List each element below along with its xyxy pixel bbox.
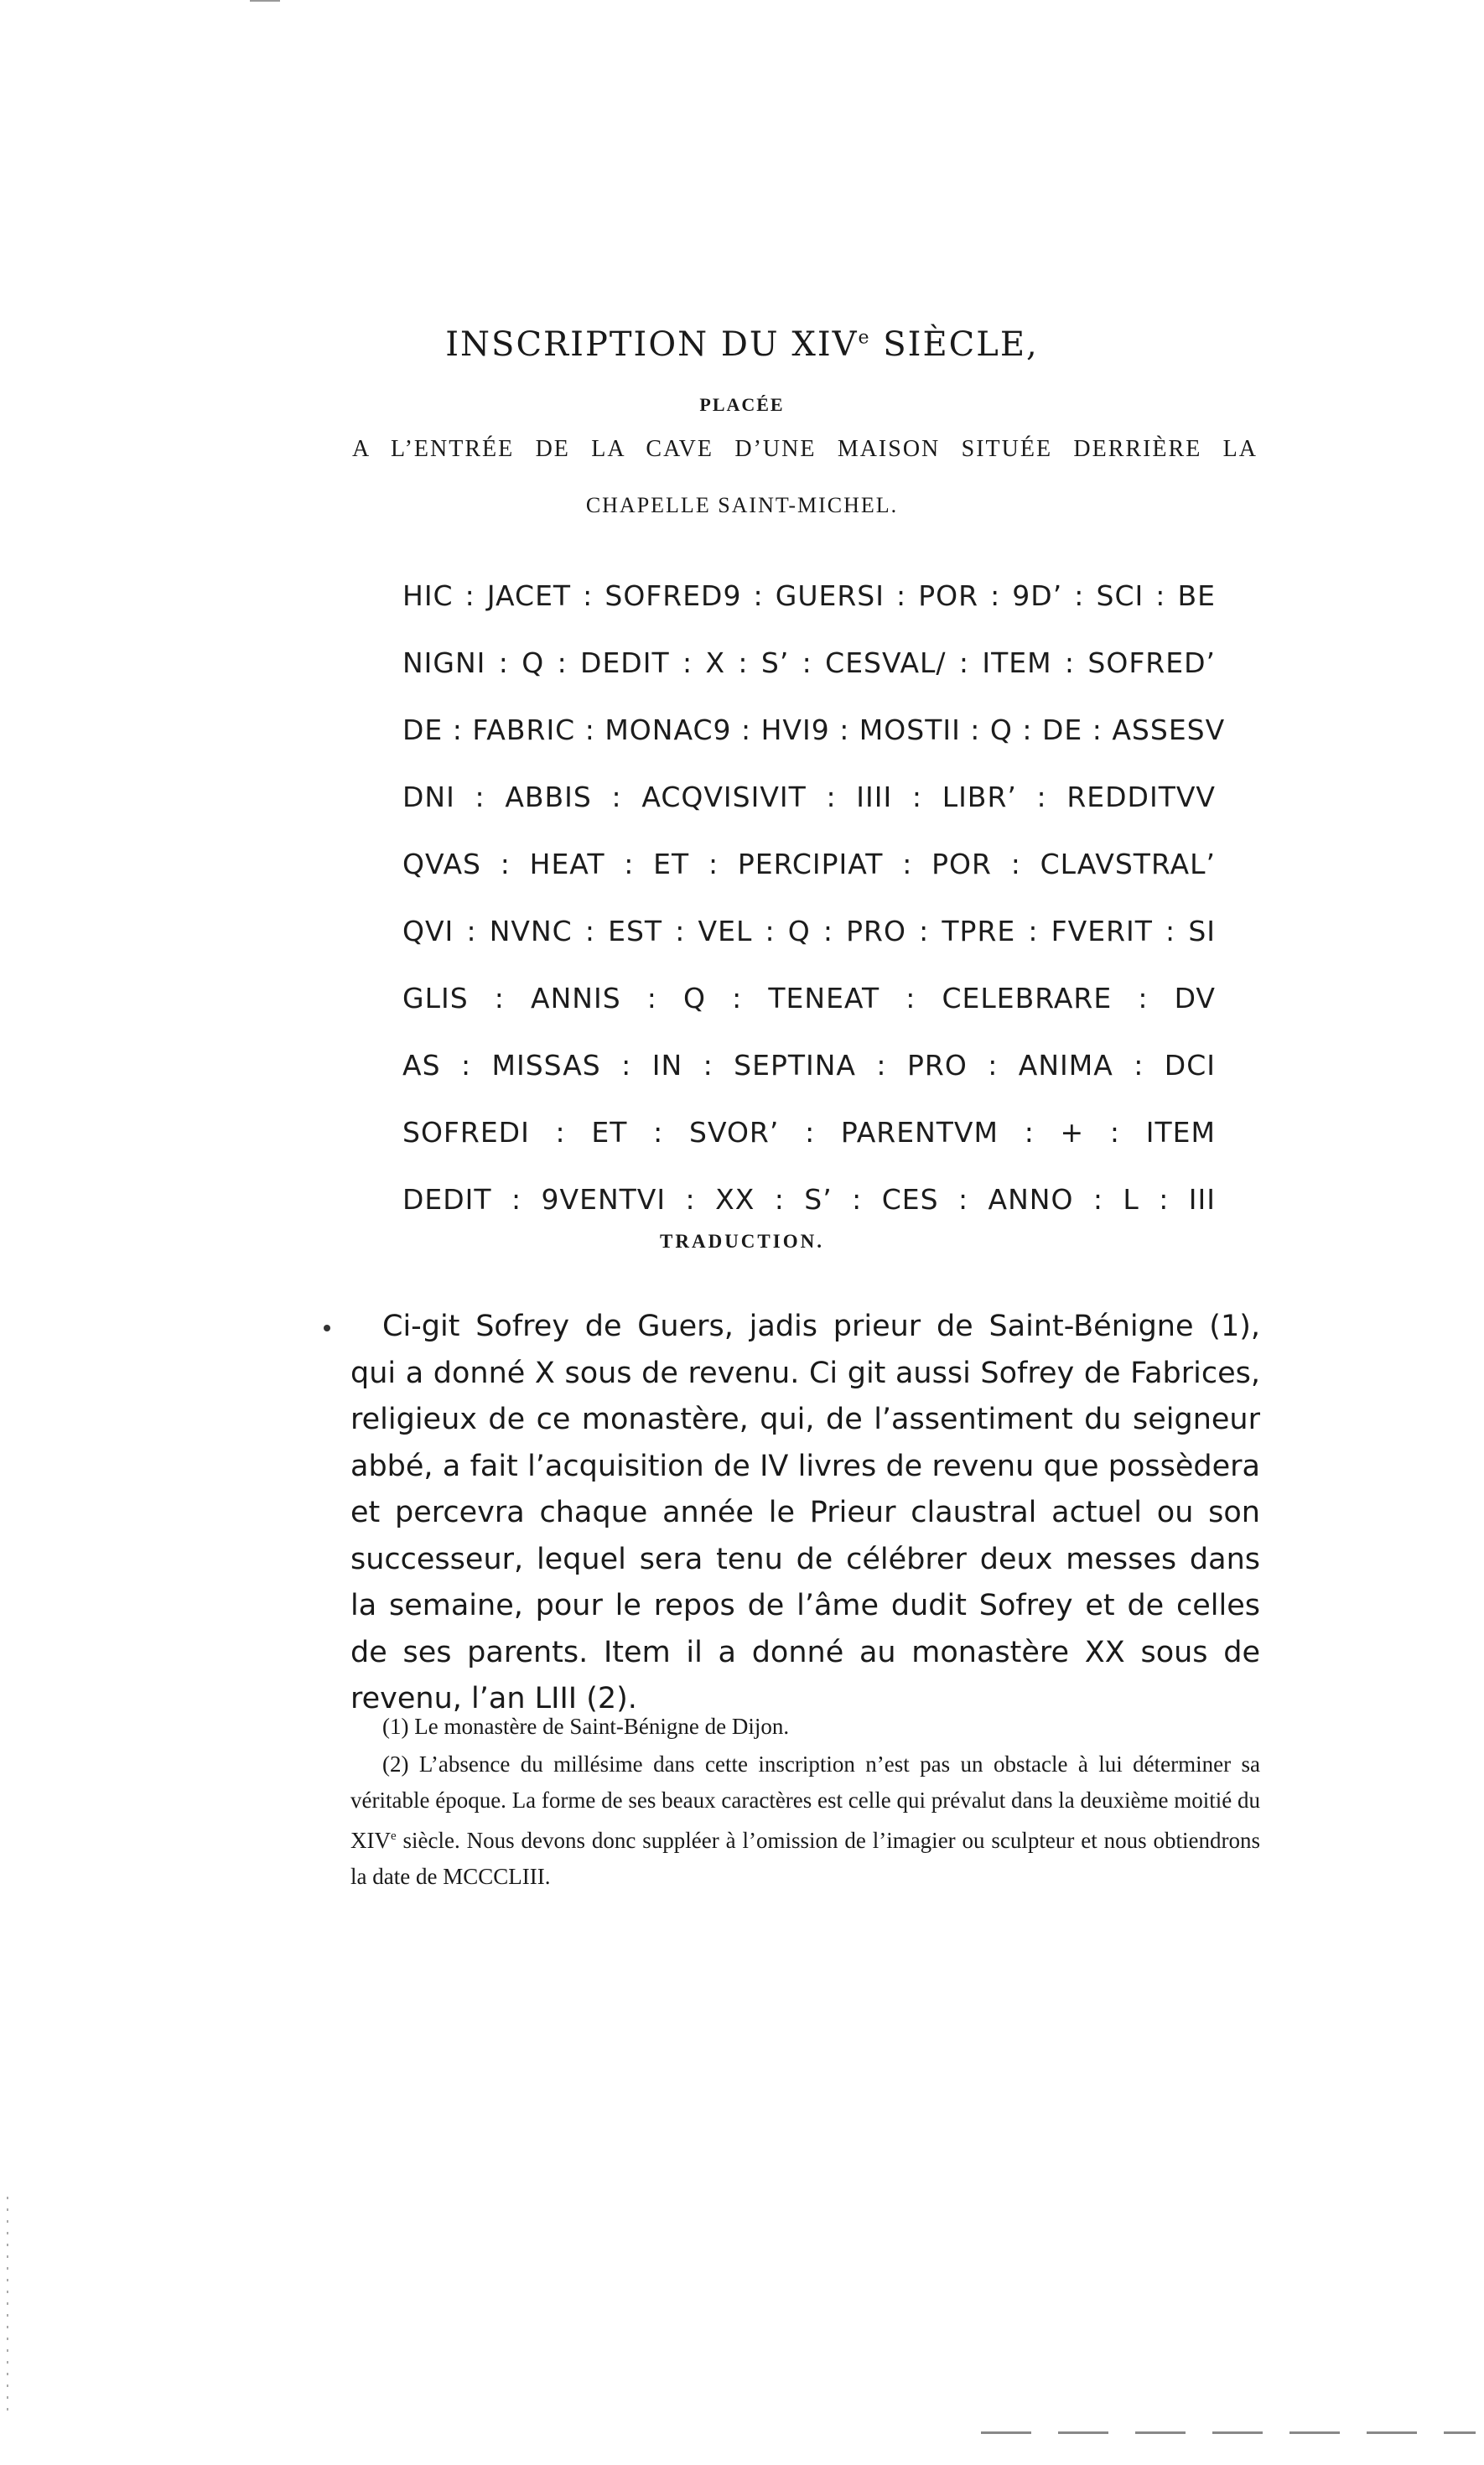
inscription-line: GLIS : ANNIS : Q : TENEAT : CELEBRARE : DV bbox=[402, 981, 1216, 1015]
inscription-line: DEDIT : 9VENTVI : XX : S’ : CES : ANNO : L : III bbox=[402, 1182, 1216, 1216]
footnote-1: (1) Le monastère de Saint-Bénigne de Dijon. bbox=[382, 1714, 790, 1739]
title-text: INSCRIPTION DU XIV bbox=[445, 325, 859, 364]
margin-dot bbox=[324, 1325, 330, 1331]
inscription-line: DE : FABRIC : MONAC9 : HVI9 : MOSTII : Q : DE : ASSESV bbox=[402, 713, 1226, 746]
subtitle-line-2: CHAPELLE SAINT-MICHEL. bbox=[585, 493, 899, 517]
footnotes bbox=[350, 1709, 1260, 1895]
inscription-line: HIC : JACET : SOFRED9 : GUERSI : POR : 9D’ : SCI : BE bbox=[402, 579, 1216, 612]
title-superscript: e bbox=[858, 327, 871, 349]
scan-mark-top bbox=[250, 0, 280, 2]
inscription-line: DNI : ABBIS : ACQVISIVIT : IIII : LIBR’ : REDDITVV bbox=[402, 780, 1216, 813]
translation-paragraph: Ci-git Sofrey de Guers, jadis prieur de Saint-Bénigne (1), qui a donné X sous de revenu. Ci git aussi Sofrey de Fabrices, religieux de ce monastère, qui, de l’assentiment du seigneur abbé, a fait l’acquisition de IV livres de revenu que possèdera et percevra chaque année le Prieur claustral actuel ou son successeur, lequel sera tenu de célébrer deux messes dans la semaine, pour le repos de l’âme dudit Sofrey et de celles de ses parents. Item il a donné au monastère XX sous de revenu, l’an LIII (2). bbox=[350, 1310, 1260, 1715]
scan-mark-left bbox=[7, 2197, 8, 2415]
subtitle-line-1: A L’ENTRÉE DE LA CAVE D’UNE MAISON SITUÉE DERRIÈRE LA bbox=[352, 436, 1258, 462]
page-title bbox=[0, 325, 1484, 364]
placee-label: PLACÉE bbox=[699, 394, 785, 415]
inscription-line: NIGNI : Q : DEDIT : X : S’ : CESVAL/ : ITEM : SOFRED’ bbox=[402, 646, 1216, 679]
scan-mark-bottom bbox=[981, 2431, 1476, 2434]
inscription-line: QVI : NVNC : EST : VEL : Q : PRO : TPRE : FVERIT : SI bbox=[402, 914, 1216, 947]
inscription-block bbox=[402, 562, 1226, 1232]
title-text-end: SIÈCLE, bbox=[870, 325, 1039, 364]
footnote-2: (2) L’absence du millésime dans cette inscription n’est pas un obstacle à lui déterminer sa véritable époque. La forme de ses beaux caractères est celle qui prévalut dans la deuxième moitié du XIVe siècle. Nous devons donc suppléer à l’omission de l’imagier ou sculpteur et nous obtiendrons la date de MCCCLIII. bbox=[350, 1751, 1260, 1889]
inscription-line: QVAS : HEAT : ET : PERCIPIAT : POR : CLAVSTRAL’ bbox=[402, 847, 1216, 880]
inscription-line: AS : MISSAS : IN : SEPTINA : PRO : ANIMA : DCI bbox=[402, 1048, 1216, 1082]
inscription-line: SOFREDI : ET : SVOR’ : PARENTVM : + : ITEM bbox=[402, 1115, 1216, 1149]
traduction-heading: TRADUCTION. bbox=[660, 1231, 824, 1252]
